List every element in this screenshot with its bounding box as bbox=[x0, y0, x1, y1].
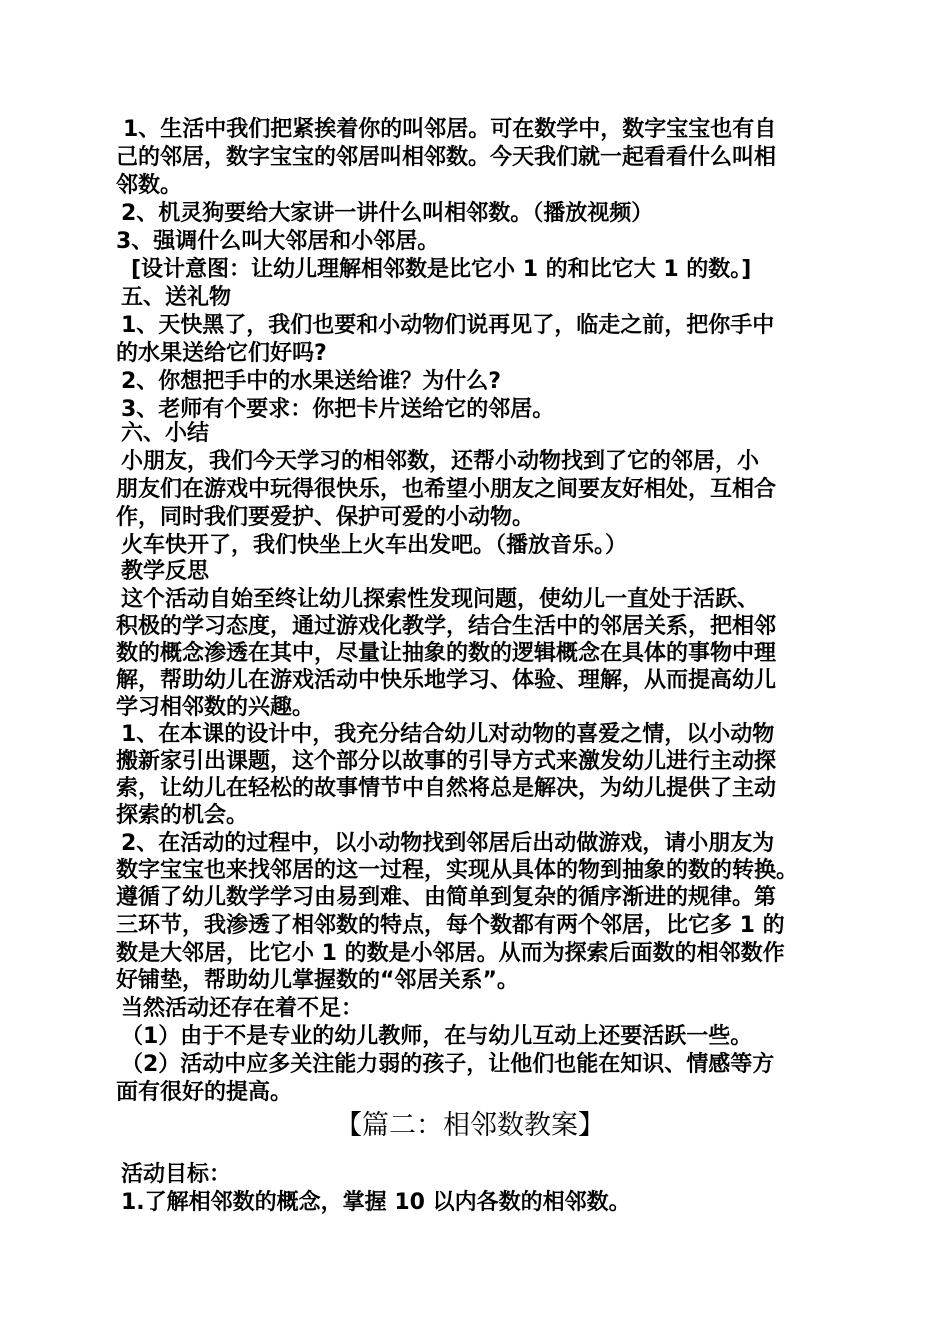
paragraph-line: 积极的学习态度，通过游戏化教学，结合生活中的邻居关系，把相邻 bbox=[116, 614, 777, 639]
paragraph-line: 邻数。 bbox=[116, 173, 183, 198]
paragraph-line: 小朋友，我们今天学习的相邻数，还帮小动物找到了它的邻居，小 bbox=[121, 449, 760, 474]
paragraph-line: 面有很好的提高。 bbox=[116, 1080, 293, 1105]
paragraph-line: 数是大邻居，比它小 1 的数是小邻居。从而为探索后面数的相邻数作 bbox=[116, 941, 785, 966]
paragraph-line: 1、生活中我们把紧挨着你的叫邻居。可在数学中，数字宝宝也有自 bbox=[123, 117, 777, 142]
paragraph-line: 2、在活动的过程中，以小动物找到邻居后出动做游戏，请小朋友为 bbox=[121, 831, 775, 856]
paragraph-line: 3、老师有个要求：你把卡片送给它的邻居。 bbox=[121, 397, 555, 422]
paragraph-line: 学习相邻数的兴趣。 bbox=[116, 695, 315, 720]
paragraph-line: 探索的机会。 bbox=[116, 803, 249, 828]
paragraph-line: 作，同时我们要爱护、保护可爱的小动物。 bbox=[116, 505, 535, 530]
paragraph-line: 己的邻居，数字宝宝的邻居叫相邻数。今天我们就一起看看什么叫相 bbox=[116, 145, 777, 170]
paragraph-line: 1、天快黑了，我们也要和小动物们说再见了，临走之前，把你手中 bbox=[121, 313, 775, 338]
paragraph-line: 1.了解相邻数的概念，掌握 10 以内各数的相邻数。 bbox=[121, 1190, 631, 1215]
paragraph-line: 的水果送给它们好吗? bbox=[116, 341, 327, 366]
section-heading: 【篇二：相邻数教案】 bbox=[335, 1110, 605, 1141]
paragraph-line: 解，帮助幼儿在游戏活动中快乐地学习、体验、理解，从而提高幼儿 bbox=[116, 668, 777, 693]
paragraph-line: 当然活动还存在着不足： bbox=[121, 996, 364, 1021]
paragraph-line: 搬新家引出课题，这个部分以故事的引导方式来激发幼儿进行主动探 bbox=[116, 749, 777, 774]
paragraph-line: 数字宝宝也来找邻居的这一过程，实现从具体的物到抽象的数的转换。 bbox=[116, 858, 799, 883]
paragraph-line: （1）由于不是专业的幼儿教师，在与幼儿互动上还要活跃一些。 bbox=[121, 1024, 753, 1049]
paragraph-line: 2、你想把手中的水果送给谁？为什么? bbox=[121, 369, 502, 394]
paragraph-line: 好铺垫，帮助幼儿掌握数的“邻居关系”。 bbox=[116, 968, 519, 993]
paragraph-line: 朋友们在游戏中玩得很快乐，也希望小朋友之间要友好相处，互相合 bbox=[116, 477, 777, 502]
section-title: 六、小结 bbox=[121, 421, 210, 446]
paragraph-line: 这个活动自始至终让幼儿探索性发现问题，使幼儿一直处于活跃、 bbox=[121, 587, 760, 612]
paragraph-line: 三环节，我渗透了相邻数的特点，每个数都有两个邻居，比它多 1 的 bbox=[116, 913, 785, 938]
paragraph-line: 遵循了幼儿数学学习由易到难、由简单到复杂的循序渐进的规律。第 bbox=[116, 885, 777, 910]
paragraph-line: 索，让幼儿在轻松的故事情节中自然将总是解决，为幼儿提供了主动 bbox=[116, 776, 777, 801]
subsection-title: 活动目标： bbox=[121, 1162, 232, 1187]
paragraph-line: 数的概念渗透在其中，尽量让抽象的数的逻辑概念在具体的事物中理 bbox=[116, 641, 777, 666]
paragraph-line: （2）活动中应多关注能力弱的孩子，让他们也能在知识、情感等方 bbox=[121, 1052, 775, 1077]
paragraph-line: 1、在本课的设计中，我充分结合幼儿对动物的喜爱之情，以小动物 bbox=[121, 722, 775, 747]
paragraph-line: 2、机灵狗要给大家讲一讲什么叫相邻数。（播放视频） bbox=[121, 201, 654, 226]
design-intent-note: [设计意图：让幼儿理解相邻数是比它小 1 的和比它大 1 的数。] bbox=[131, 257, 752, 282]
section-title: 教学反思 bbox=[121, 559, 210, 584]
section-title: 五、送礼物 bbox=[121, 285, 232, 310]
paragraph-line: 火车快开了，我们快坐上火车出发吧。（播放音乐。） bbox=[121, 533, 628, 558]
paragraph-line: 3、强调什么叫大邻居和小邻居。 bbox=[116, 229, 440, 254]
